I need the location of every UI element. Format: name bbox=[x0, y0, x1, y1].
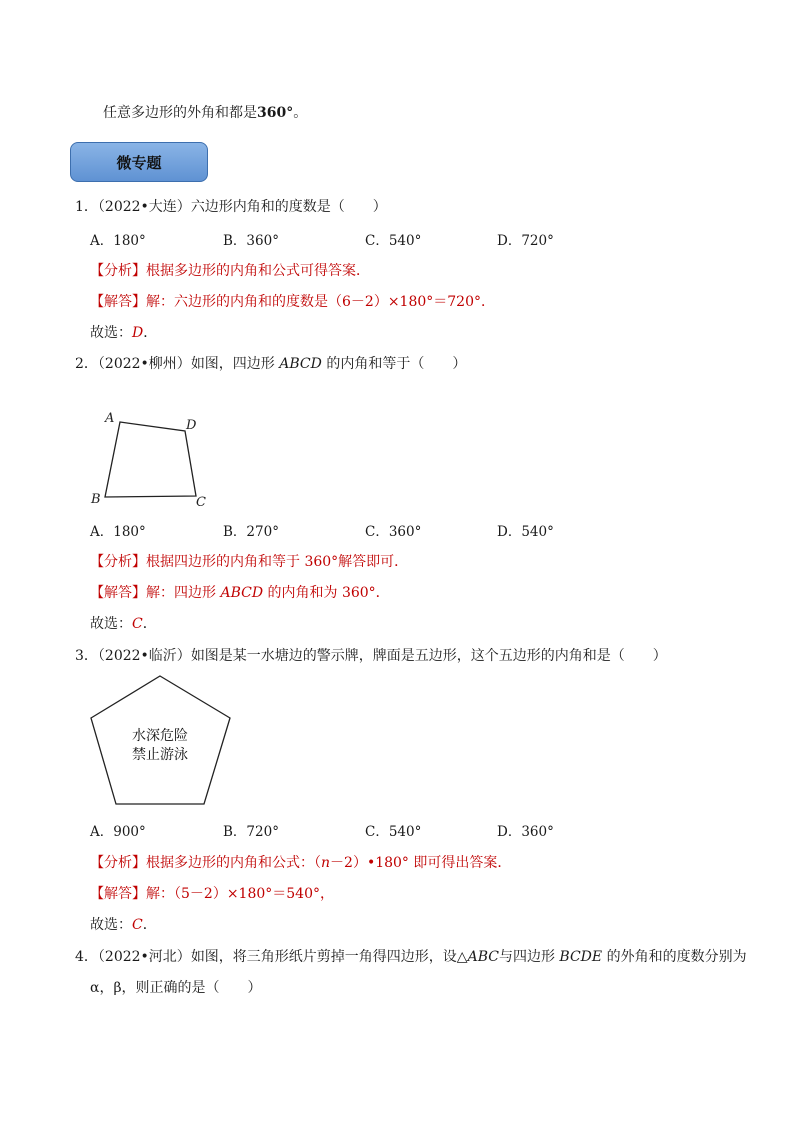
q3-pentagon-sign-figure bbox=[88, 673, 238, 809]
q3-option-a: A．900° bbox=[90, 824, 146, 840]
q2-answer-var: ABCD bbox=[220, 585, 264, 601]
q3-answer-tag: 【解答】 bbox=[90, 886, 146, 902]
q1-stem-text: 六边形内角和的度数是（ ） bbox=[190, 199, 387, 215]
intro-value: 360° bbox=[257, 105, 294, 121]
question-2-stem bbox=[75, 353, 466, 373]
q3-analysis bbox=[90, 852, 511, 872]
q4-stem-text-b: 与四边形 bbox=[498, 949, 555, 965]
question-1-stem bbox=[75, 196, 387, 216]
q2-quadrilateral-shape bbox=[105, 422, 196, 497]
q3-sign-line-2: 禁止游泳 bbox=[132, 747, 188, 763]
q2-answer-prefix: 解： bbox=[146, 585, 174, 601]
q2-answer bbox=[90, 582, 390, 602]
q3-analysis-text-b: －2）•180° 即可得出答案． bbox=[330, 855, 512, 871]
q1-option-a: A．180° bbox=[90, 233, 146, 249]
q3-analysis-text-a: 根据多边形的内角和公式：（ bbox=[146, 855, 321, 871]
q2-number: 2． bbox=[75, 356, 98, 372]
q2-option-b: B．270° bbox=[223, 524, 279, 540]
q3-option-c: C．540° bbox=[365, 824, 422, 840]
q2-vertex-b-label: B bbox=[91, 492, 101, 507]
q4-stem-text-c: 的外角和的度数分别为 bbox=[606, 949, 747, 965]
q4-source: （2022•河北） bbox=[97, 949, 191, 965]
q3-choice-label: 故选： bbox=[90, 917, 132, 933]
q2-analysis-text: 根据四边形的内角和等于 360°解答即可． bbox=[146, 554, 409, 570]
q1-option-c: C．540° bbox=[365, 233, 422, 249]
q4-stem-var-1: ABC bbox=[467, 949, 499, 965]
q4-stem-text-a: 如图，将三角形纸片剪掉一角得四边形，设△ bbox=[190, 949, 468, 965]
q2-choice-end: ． bbox=[142, 616, 157, 632]
q2-option-d: D．540° bbox=[497, 524, 554, 540]
q2-vertex-a-label: A bbox=[105, 411, 115, 426]
q3-choice-end: ． bbox=[142, 917, 157, 933]
question-4-stem bbox=[75, 946, 747, 966]
q1-analysis-tag: 【分析】 bbox=[90, 263, 146, 279]
q2-choice-label: 故选： bbox=[90, 616, 132, 632]
intro-text: 任意多边形的外角和都是 bbox=[103, 105, 257, 121]
q2-quadrilateral-figure bbox=[85, 405, 215, 515]
q3-choice-value: C bbox=[132, 917, 143, 933]
q2-vertex-c-label: C bbox=[196, 495, 206, 510]
question-3-stem bbox=[75, 645, 667, 665]
q2-option-a: A．180° bbox=[90, 524, 146, 540]
q1-number: 1． bbox=[75, 199, 98, 215]
q2-stem-var: ABCD bbox=[279, 356, 322, 372]
q1-answer-tag: 【解答】 bbox=[90, 294, 146, 310]
q1-analysis bbox=[90, 260, 370, 280]
q1-choice bbox=[90, 322, 157, 342]
q3-option-d: D．360° bbox=[497, 824, 554, 840]
q3-analysis-tag: 【分析】 bbox=[90, 855, 146, 871]
intro-line bbox=[103, 102, 307, 122]
q1-choice-label: 故选： bbox=[90, 325, 132, 341]
q2-analysis bbox=[90, 551, 408, 571]
q2-answer-text-b: 的内角和为 360°． bbox=[267, 585, 390, 601]
q2-answer-text-a: 四边形 bbox=[174, 585, 216, 601]
q1-source: （2022•大连） bbox=[97, 199, 191, 215]
q1-answer-prefix: 解： bbox=[146, 294, 174, 310]
q1-analysis-text: 根据多边形的内角和公式可得答案． bbox=[146, 263, 370, 279]
section-label-badge bbox=[70, 142, 208, 182]
intro-end: 。 bbox=[293, 105, 308, 121]
q2-analysis-tag: 【分析】 bbox=[90, 554, 146, 570]
q2-source: （2022•柳州） bbox=[97, 356, 191, 372]
q4-stem-var-2: BCDE bbox=[559, 949, 603, 965]
q1-choice-end: ． bbox=[143, 325, 158, 341]
q1-choice-value: D bbox=[132, 325, 144, 341]
q3-answer-text: （5－2）×180°＝540°， bbox=[174, 886, 334, 902]
q2-option-c: C．360° bbox=[365, 524, 422, 540]
q4-number: 4． bbox=[75, 949, 98, 965]
q3-stem-text: 如图是某一水塘边的警示牌，牌面是五边形，这个五边形的内角和是（ ） bbox=[190, 648, 667, 664]
question-4-stem-line-2: α，β，则正确的是（ ） bbox=[90, 980, 262, 996]
q2-choice bbox=[90, 613, 157, 633]
q1-answer bbox=[90, 291, 495, 311]
q1-answer-text: 六边形的内角和的度数是（6－2）×180°＝720°． bbox=[174, 294, 495, 310]
q3-answer-prefix: 解： bbox=[146, 886, 174, 902]
q3-choice bbox=[90, 914, 157, 934]
section-label-text: 微专题 bbox=[116, 153, 162, 172]
q2-choice-value: C bbox=[132, 616, 143, 632]
q3-answer bbox=[90, 883, 334, 903]
q2-stem-text-a: 如图，四边形 bbox=[190, 356, 275, 372]
q2-answer-tag: 【解答】 bbox=[90, 585, 146, 601]
q1-option-d: D．720° bbox=[497, 233, 554, 249]
q1-option-b: B．360° bbox=[223, 233, 279, 249]
q2-stem-text-b: 的内角和等于（ ） bbox=[326, 356, 467, 372]
q2-vertex-d-label: D bbox=[186, 418, 197, 433]
q3-analysis-var: n bbox=[321, 855, 331, 871]
q3-source: （2022•临沂） bbox=[97, 648, 191, 664]
q3-option-b: B．720° bbox=[223, 824, 279, 840]
q3-number: 3． bbox=[75, 648, 98, 664]
q3-sign-line-1: 水深危险 bbox=[132, 728, 188, 744]
